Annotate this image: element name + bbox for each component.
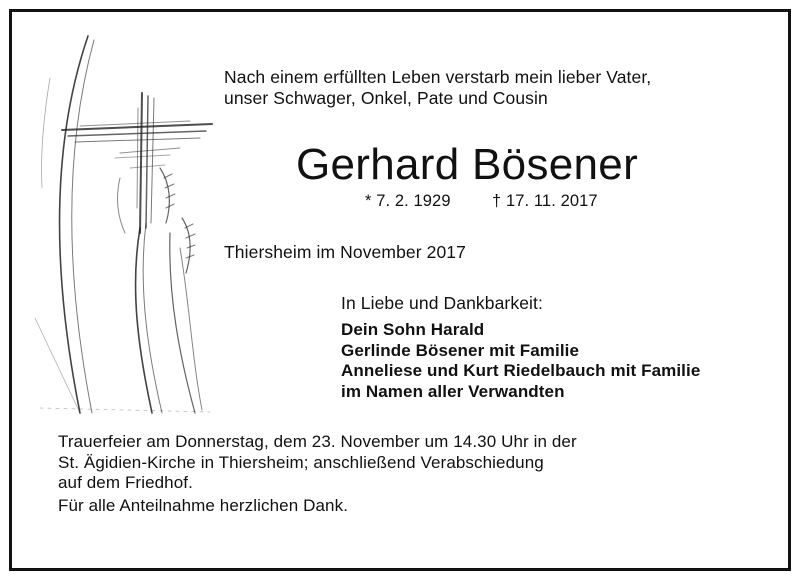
mourner-line: Anneliese und Kurt Riedelbauch mit Familie <box>341 361 701 380</box>
funeral-info <box>58 432 577 494</box>
funeral-line: St. Ägidien-Kirche in Thiersheim; anschließend Verabschiedung <box>58 452 544 472</box>
place-date: Thiersheim im November 2017 <box>224 242 466 262</box>
intro-line: Nach einem erfüllten Leben verstarb mein lieber Vater, <box>224 67 652 87</box>
funeral-line: auf dem Friedhof. <box>58 473 193 492</box>
thanks-intro: In Liebe und Dankbarkeit: <box>341 293 543 313</box>
mourner-line: Gerlinde Bösener mit Familie <box>341 340 580 360</box>
mourners-list <box>341 320 700 402</box>
death-date: † 17. 11. 2017 <box>492 192 598 210</box>
deceased-name: Gerhard Bösener <box>296 140 639 189</box>
intro-text <box>224 67 651 109</box>
birth-date: * 7. 2. 1929 <box>365 192 451 210</box>
funeral-line: Trauerfeier am Donnerstag, dem 23. November um 14.30 Uhr in der <box>58 432 577 451</box>
mourner-line: im Namen aller Verwandten <box>341 381 565 401</box>
cross-with-wheat-sketch-icon <box>20 18 220 418</box>
closing-thanks: Für alle Anteilnahme herzlichen Dank. <box>58 496 349 515</box>
intro-line: unser Schwager, Onkel, Pate und Cousin <box>224 88 548 108</box>
mourner-line: Dein Sohn Harald <box>341 320 485 339</box>
